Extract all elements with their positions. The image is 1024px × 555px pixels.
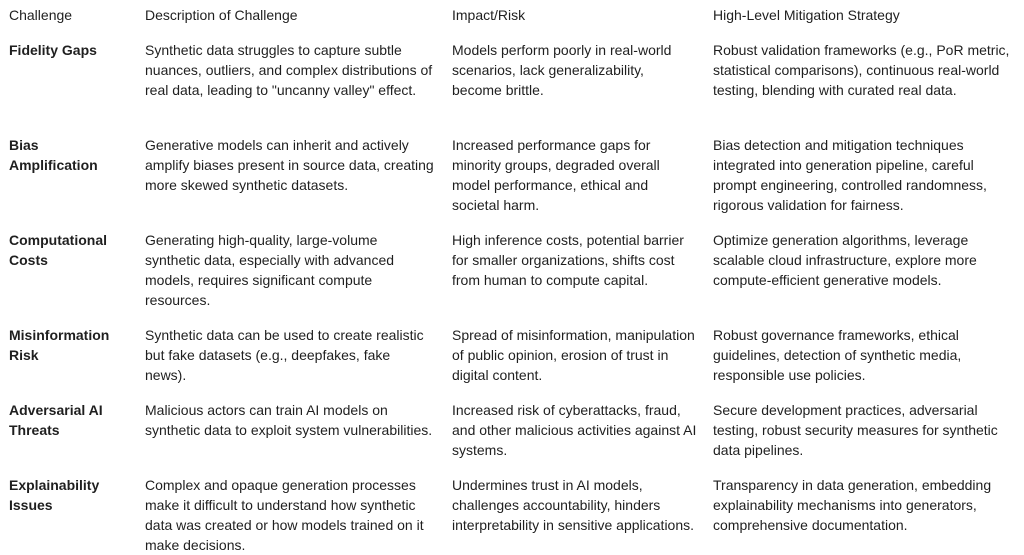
impact-cell: Increased risk of cyberattacks, fraud, and other malicious activities against AI systems. [452,402,697,458]
description-cell: Synthetic data can be used to create realistic but fake datasets (e.g., deepfakes, fake news). [145,327,424,383]
description-cell: Malicious actors can train AI models on synthetic data to exploit system vulnerabilities. [145,402,433,438]
challenge-cell: Fidelity Gaps [9,42,97,58]
mitigation-cell: Secure development practices, adversarial testing, robust security measures for synthetic data pipelines. [713,402,998,458]
impact-cell: High inference costs, potential barrier for smaller organizations, shifts cost from human to compute capital. [452,232,684,288]
header-challenge: Challenge [9,7,73,23]
header-impact: Impact/Risk [452,7,526,23]
mitigation-cell: Robust governance frameworks, ethical guidelines, detection of synthetic media, responsible use policies. [713,327,962,383]
challenge-cell: Computational Costs [9,232,107,268]
challenge-cell: Adversarial AI Threats [9,402,103,438]
description-cell: Complex and opaque generation processes make it difficult to understand how synthetic data was created or how models trained on it make decisions. [145,477,424,553]
challenge-cell: Misinformation Risk [9,327,110,363]
challenge-cell: Bias Amplification [9,137,98,173]
challenge-cell: Explainability Issues [9,477,100,513]
description-cell: Generative models can inherit and actively amplify biases present in source data, creating more skewed synthetic datasets. [145,137,434,193]
impact-cell: Increased performance gaps for minority groups, degraded overall model performance, ethical and societal harm. [452,137,660,213]
mitigation-cell: Transparency in data generation, embedding explainability mechanisms into generators, comprehensive documentation. [713,477,992,533]
description-cell: Synthetic data struggles to capture subtle nuances, outliers, and complex distributions of real data, leading to "uncanny valley" effect. [145,42,433,98]
impact-cell: Models perform poorly in real-world scenarios, lack generalizability, become brittle. [452,42,672,98]
impact-cell: Undermines trust in AI models, challenges accountability, hinders interpretability in sensitive applications. [452,477,695,533]
mitigation-cell: Bias detection and mitigation techniques integrated into generation pipeline, careful prompt engineering, controlled randomness, rigorous validation for fairness. [713,137,987,213]
mitigation-cell: Optimize generation algorithms, leverage scalable cloud infrastructure, explore more compute-efficient generative models. [713,232,977,288]
description-cell: Generating high-quality, large-volume synthetic data, especially with advanced models, requires significant compute resources. [145,232,395,308]
impact-cell: Spread of misinformation, manipulation of public opinion, erosion of trust in digital content. [452,327,695,383]
header-mitigation: High-Level Mitigation Strategy [713,7,900,23]
header-description: Description of Challenge [145,7,298,23]
mitigation-cell: Robust validation frameworks (e.g., PoR metric, statistical comparisons), continuous real-world testing, blending with curated real data. [713,42,1010,98]
